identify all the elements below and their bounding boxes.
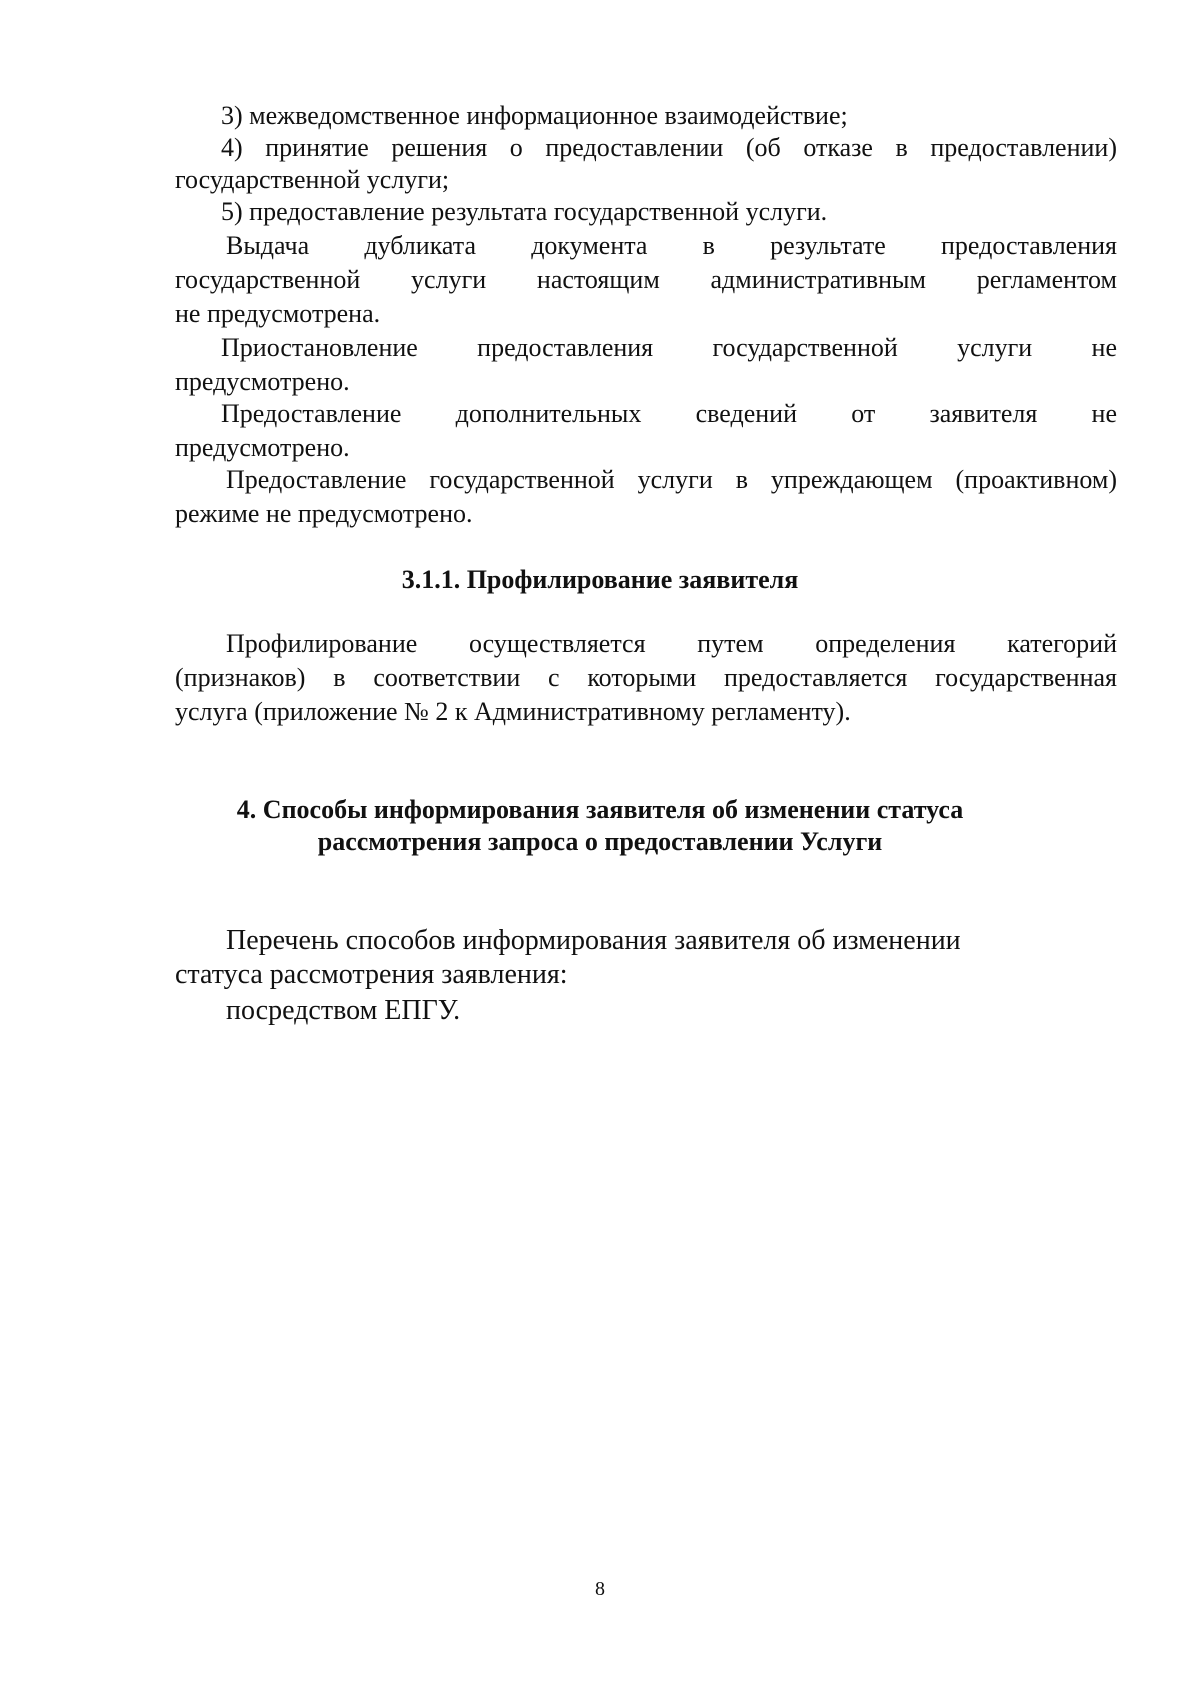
section-3-1-1-heading: 3.1.1. Профилирование заявителя — [401, 565, 799, 594]
notification-paragraph-line-3: посредством ЕПГУ. — [226, 995, 461, 1026]
section-4-heading-line-2: рассмотрения запроса о предоставлении Услуги — [317, 827, 883, 856]
notification-paragraph-line-2: статуса рассмотрения заявления: — [175, 959, 568, 990]
list-item-5: 5) предоставление результата государственной услуги. — [221, 197, 828, 226]
profiling-paragraph-line-2: (признаков) в соответствии с которыми предоставляется государственная — [175, 663, 1117, 692]
page-number: 8 — [595, 1578, 605, 1600]
section-4-heading-line-1: 4. Способы информирования заявителя об изменении статуса — [236, 795, 964, 824]
proactive-paragraph-line-1: Предоставление государственной услуги в упреждающем (проактивном) — [226, 465, 1117, 494]
profiling-paragraph-line-1: Профилирование осуществляется путем определения категорий — [226, 629, 1117, 658]
duplicate-paragraph-line-1: Выдача дубликата документа в результате предоставления — [226, 231, 1117, 260]
list-item-4-line-2: государственной услуги; — [175, 165, 450, 194]
suspension-paragraph-line-2: предусмотрено. — [175, 367, 350, 396]
suspension-paragraph-line-1: Приостановление предоставления государственной услуги не — [221, 333, 1117, 362]
notification-paragraph-line-1: Перечень способов информирования заявителя об изменении — [226, 925, 961, 956]
additional-info-paragraph-line-1: Предоставление дополнительных сведений от заявителя не — [221, 399, 1117, 428]
proactive-paragraph-line-2: режиме не предусмотрено. — [175, 499, 473, 528]
profiling-paragraph-line-3: услуга (приложение № 2 к Административному регламенту). — [175, 697, 851, 726]
duplicate-paragraph-line-2: государственной услуги настоящим административным регламентом — [175, 265, 1117, 294]
list-item-4-line-1: 4) принятие решения о предоставлении (об отказе в предоставлении) — [221, 133, 1117, 162]
additional-info-paragraph-line-2: предусмотрено. — [175, 433, 350, 462]
duplicate-paragraph-line-3: не предусмотрена. — [175, 299, 381, 328]
list-item-3: 3) межведомственное информационное взаимодействие; — [221, 101, 848, 130]
